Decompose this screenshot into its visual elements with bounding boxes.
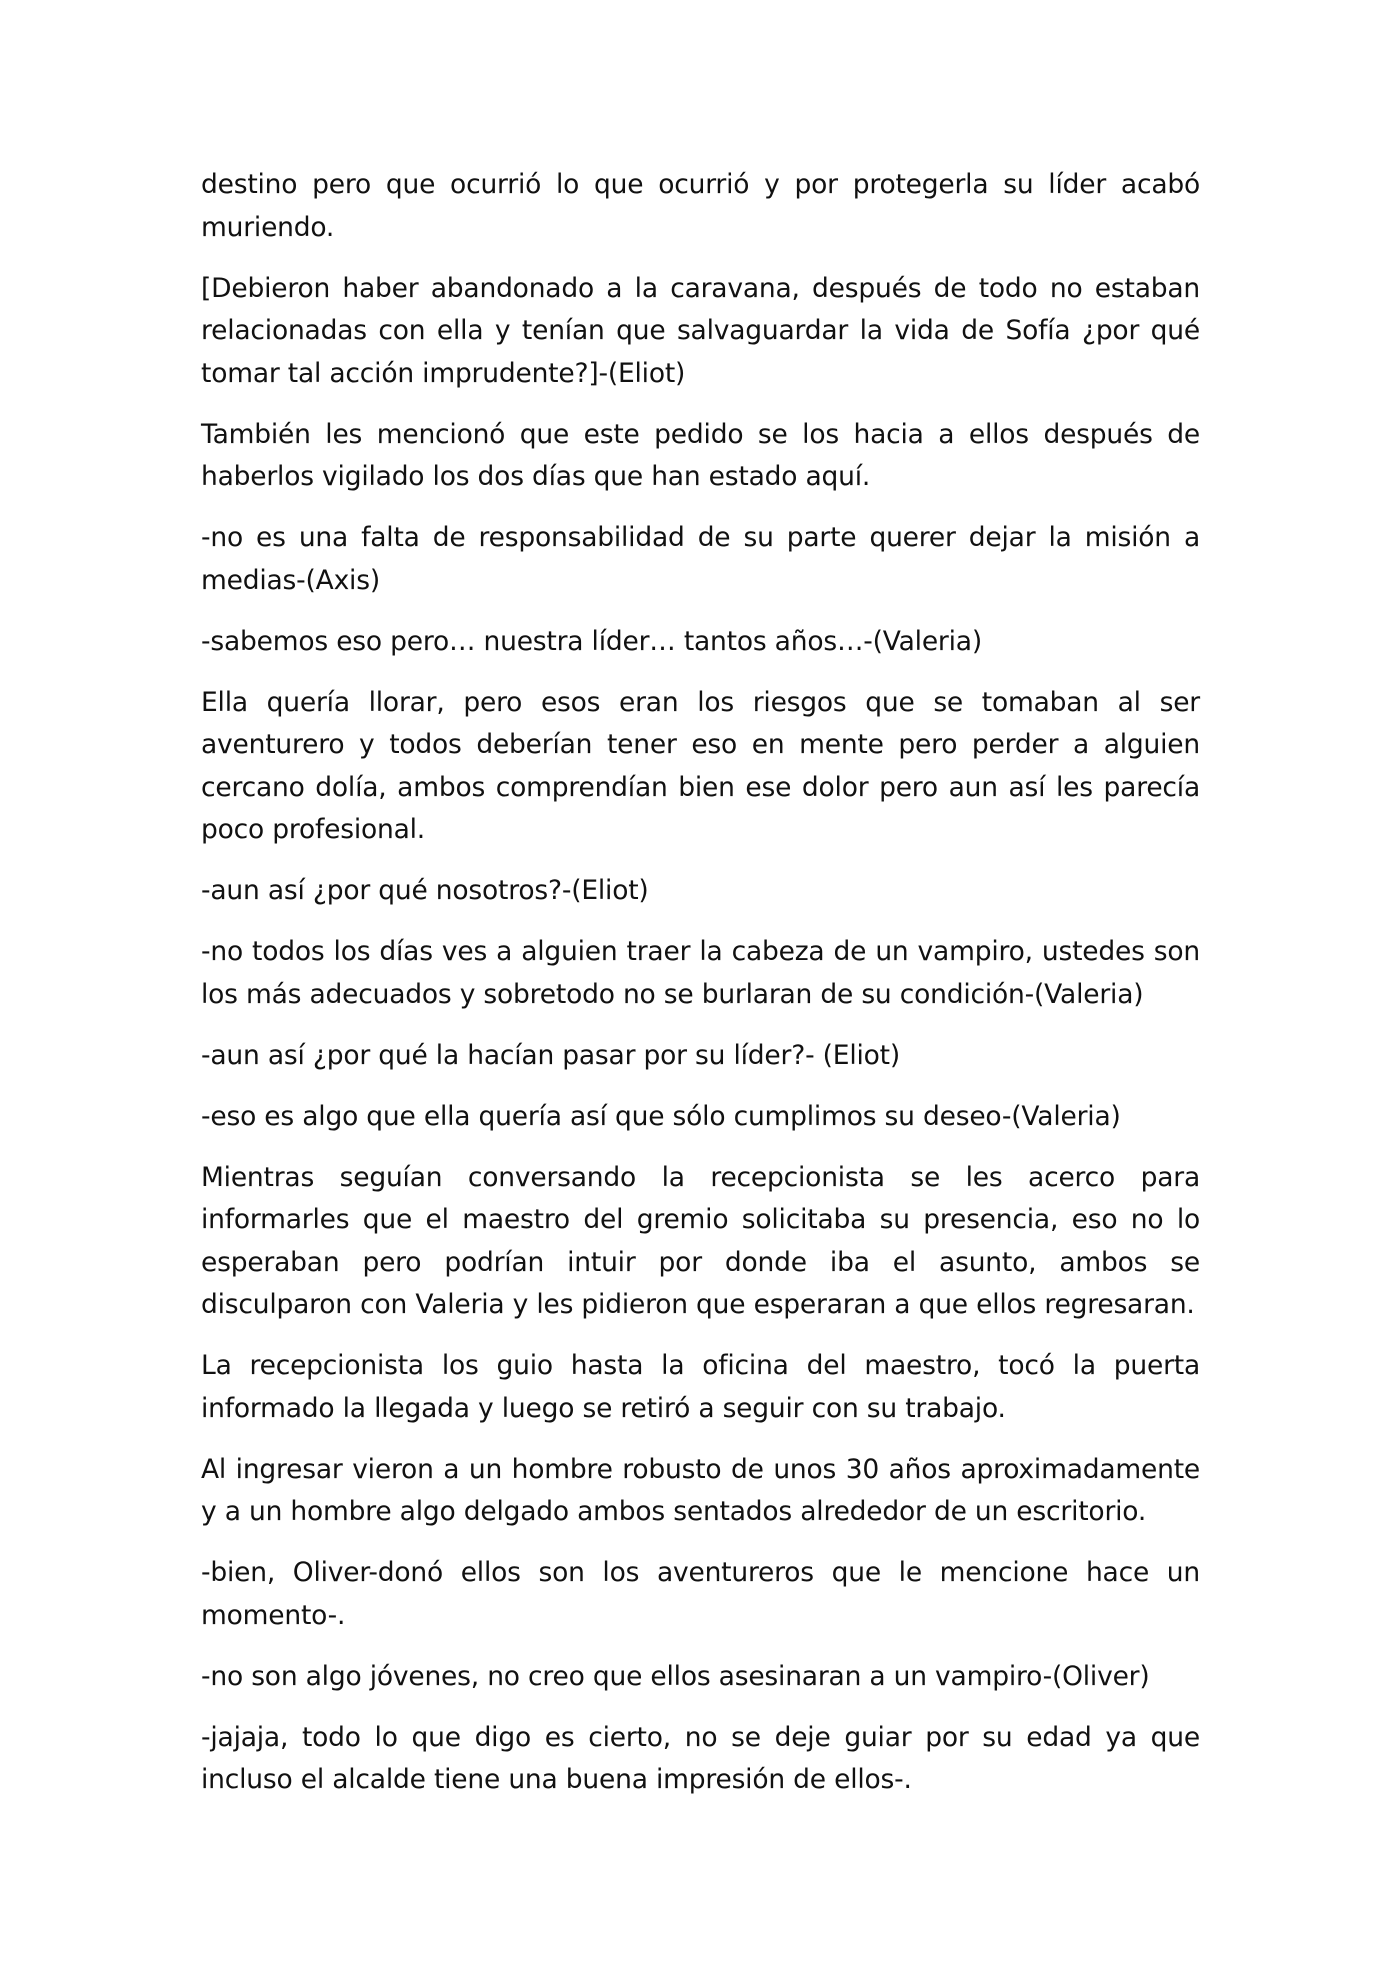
paragraph-1: destino pero que ocurrió lo que ocurrió y por protegerla su líder acabó muriendo.	[201, 169, 1200, 243]
paragraph-10: -eso es algo que ella quería así que sólo cumplimos su deseo-(Valeria)	[201, 1100, 1121, 1132]
paragraph-7: -aun así ¿por qué nosotros?-(Eliot)	[201, 875, 649, 906]
paragraph-4: -no es una falta de responsabilidad de su parte querer dejar la misión a medias-(Axis)	[201, 522, 1200, 596]
paragraph-3: También les mencionó que este pedido se los hacia a ellos después de haberlos vigilado los dos días que han estado aquí.	[201, 418, 1200, 492]
text-body	[201, 164, 1200, 1820]
paragraph-13: Al ingresar vieron a un hombre robusto de unos 30 años aproximadamente y a un hombre algo delgado ambos sentados alrededor de un escritorio.	[201, 1453, 1200, 1527]
paragraph-2: [Debieron haber abandonado a la caravana, después de todo no estaban relacionadas con ella y tenían que salvaguardar la vida de Sofía ¿por qué tomar tal acción imprudente?]-(Eliot)	[201, 272, 1200, 389]
paragraph-6: Ella quería llorar, pero esos eran los riesgos que se tomaban al ser aventurero y todos deberían tener eso en mente pero perder a alguien cercano dolía, ambos comprendían bien ese dolor pero aun así les parecía poco profesional.	[201, 686, 1200, 845]
paragraph-15: -no son algo jóvenes, no creo que ellos asesinaran a un vampiro-(Oliver)	[201, 1660, 1150, 1692]
paragraph-8: -no todos los días ves a alguien traer la cabeza de un vampiro, ustedes son los más adecuados y sobretodo no se burlaran de su condición-(Valeria)	[201, 936, 1200, 1010]
paragraph-11: Mientras seguían conversando la recepcionista se les acerco para informarles que el maestro del gremio solicitaba su presencia, eso no lo esperaban pero podrían intuir por donde iba el asunto, ambos se disculparon con Valeria y les pidieron que esperaran a que ellos regresaran.	[201, 1161, 1200, 1320]
paragraph-12: La recepcionista los guio hasta la oficina del maestro, tocó la puerta informado la llegada y luego se retiró a seguir con su trabajo.	[201, 1350, 1200, 1424]
paragraph-16: -jajaja, todo lo que digo es cierto, no se deje guiar por su edad ya que incluso el alcalde tiene una buena impresión de ellos-.	[201, 1721, 1200, 1795]
paragraph-9: -aun así ¿por qué la hacían pasar por su líder?- (Eliot)	[201, 1039, 901, 1071]
paragraph-5: -sabemos eso pero… nuestra líder… tantos años…-(Valeria)	[201, 625, 982, 657]
paragraph-14: -bien, Oliver-donó ellos son los aventureros que le mencione hace un momento-.	[201, 1557, 1200, 1631]
